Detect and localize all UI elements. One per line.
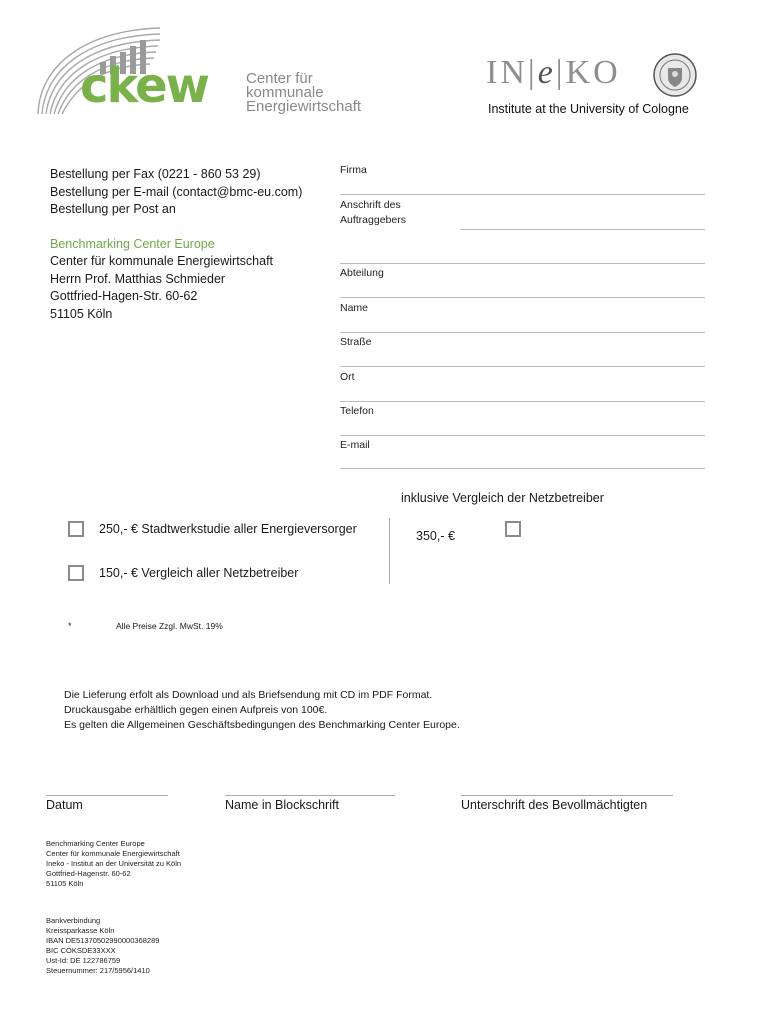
combo-price: 350,- € bbox=[416, 529, 455, 543]
footer-bank bbox=[46, 916, 159, 976]
strasse-label: Straße bbox=[340, 336, 372, 348]
university-seal-icon bbox=[652, 52, 698, 98]
footer-address bbox=[46, 839, 181, 889]
ckew-sub-line: Energiewirtschaft bbox=[246, 98, 362, 115]
order-address-line: Gottfried-Hagen-Str. 60-62 bbox=[50, 289, 198, 303]
order-info bbox=[50, 166, 302, 323]
name-block-line bbox=[225, 795, 395, 796]
order-org: Benchmarking Center Europe bbox=[50, 236, 215, 251]
ineko-part: KO bbox=[565, 54, 621, 91]
date-line bbox=[46, 795, 168, 796]
email-label: E-mail bbox=[340, 439, 370, 451]
name-line bbox=[340, 332, 705, 333]
name-input[interactable] bbox=[400, 314, 704, 332]
email-input[interactable] bbox=[400, 451, 704, 469]
telefon-input[interactable] bbox=[400, 417, 704, 435]
footer-line: Ineko - Institut an der Universität zu Köln bbox=[46, 859, 182, 868]
abteilung-input[interactable] bbox=[410, 279, 704, 297]
delivery-info bbox=[64, 688, 460, 733]
footer-line: IBAN DE51370502990000368289 bbox=[46, 936, 160, 945]
ckew-sub-line: kommunale bbox=[246, 84, 324, 101]
ineko-logo: IN|e|KO bbox=[486, 54, 621, 91]
firma-line bbox=[340, 194, 705, 195]
footer-line: Steuernummer: 217/5956/1410 bbox=[46, 966, 150, 975]
telefon-label: Telefon bbox=[340, 405, 374, 417]
footer-line: Center für kommunale Energiewirtschaft bbox=[46, 849, 180, 858]
footer-line: Bankverbindung bbox=[46, 916, 101, 925]
ckew-sub-line: Center für bbox=[246, 70, 313, 87]
footer-line: 51105 Köln bbox=[46, 879, 84, 888]
footer-line: BIC COKSDE33XXX bbox=[46, 946, 116, 955]
abteilung-label: Abteilung bbox=[340, 267, 384, 279]
price-note: Alle Preise Zzgl. MwSt. 19% bbox=[116, 621, 223, 631]
footer-line: Benchmarking Center Europe bbox=[46, 839, 145, 848]
order-address-line: Center für kommunale Energiewirtschaft bbox=[50, 254, 274, 268]
ckew-subtitle bbox=[246, 72, 361, 114]
anschrift-label-line: Auftraggebers bbox=[340, 214, 406, 226]
abteilung-line bbox=[340, 297, 705, 298]
name-label: Name bbox=[340, 302, 369, 314]
strasse-line bbox=[340, 366, 705, 367]
order-address-line: Herrn Prof. Matthias Schmieder bbox=[50, 271, 226, 286]
strasse-input[interactable] bbox=[400, 348, 704, 366]
note-star: * bbox=[68, 621, 72, 631]
firma-input[interactable] bbox=[400, 176, 704, 194]
delivery-line: Es gelten die Allgemeinen Geschäftsbedingungen des Benchmarking Center Europe. bbox=[64, 719, 460, 731]
telefon-line bbox=[340, 435, 705, 436]
ort-label: Ort bbox=[340, 371, 355, 383]
ckew-wordmark: ckew bbox=[80, 58, 208, 114]
signature-line bbox=[461, 795, 673, 796]
anschrift-input[interactable] bbox=[462, 210, 706, 228]
institute-caption: Institute at the University of Cologne bbox=[488, 102, 689, 116]
option1-label: 250,- € Stadtwerkstudie aller Energieversorger bbox=[99, 522, 357, 536]
combo-checkbox[interactable] bbox=[505, 521, 521, 537]
ort-input[interactable] bbox=[400, 383, 704, 401]
email-line bbox=[340, 468, 705, 469]
footer-line: Ust-Id: DE 122786759 bbox=[46, 956, 121, 965]
anschrift-line bbox=[460, 229, 705, 230]
anschrift-line-2 bbox=[340, 263, 705, 264]
ineko-part: IN bbox=[486, 54, 528, 91]
delivery-line: Druckausgabe erhältlich gegen einen Aufpreis von 100€. bbox=[64, 704, 328, 716]
ort-line bbox=[340, 401, 705, 402]
option2-label: 150,- € Vergleich aller Netzbetreiber bbox=[99, 566, 299, 580]
signature-label: Unterschrift des Bevollmächtigten bbox=[461, 798, 648, 812]
option-divider bbox=[389, 518, 390, 584]
order-email: Bestellung per E-mail (contact@bmc-eu.com) bbox=[50, 184, 303, 199]
date-label: Datum bbox=[46, 798, 83, 812]
firma-label: Firma bbox=[340, 164, 367, 176]
anschrift-label-line: Anschrift des bbox=[340, 199, 401, 211]
option1-checkbox[interactable] bbox=[68, 521, 84, 537]
footer-line: Gottfried-Hagenstr. 60-62 bbox=[46, 869, 131, 878]
delivery-line: Die Lieferung erfolt als Download und als Briefsendung mit CD im PDF Format. bbox=[64, 689, 433, 701]
ineko-part: e bbox=[537, 54, 556, 91]
footer-line: Kreissparkasse Köln bbox=[46, 926, 115, 935]
option2-checkbox[interactable] bbox=[68, 565, 84, 581]
name-block-label: Name in Blockschrift bbox=[225, 798, 339, 812]
order-address-line: 51105 Köln bbox=[50, 306, 113, 321]
inclusive-label: inklusive Vergleich der Netzbetreiber bbox=[401, 491, 604, 505]
order-fax: Bestellung per Fax (0221 - 860 53 29) bbox=[50, 167, 261, 181]
order-post: Bestellung per Post an bbox=[50, 202, 176, 216]
